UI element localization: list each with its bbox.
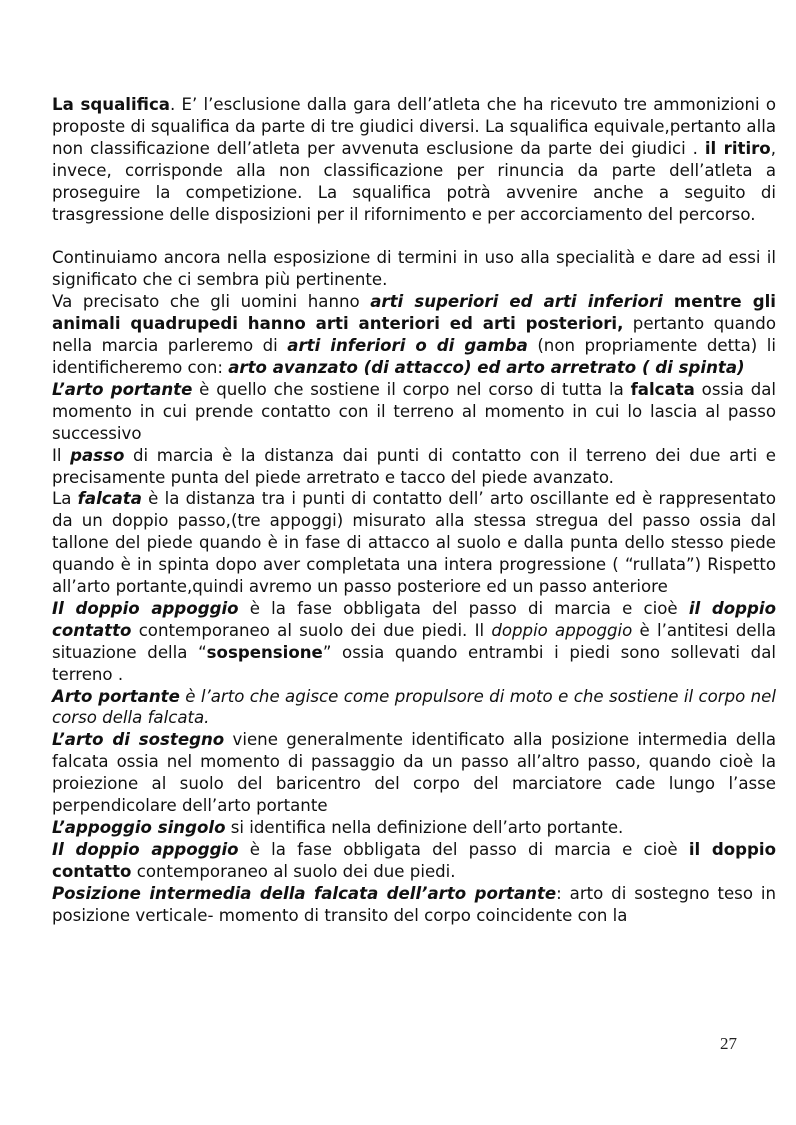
paragraph (52, 445, 776, 489)
paragraph (52, 488, 776, 598)
text-run: Arto portante (52, 686, 180, 706)
text-run: passo (70, 445, 125, 465)
paragraph (52, 291, 776, 379)
paragraph (52, 839, 776, 883)
text-run: contemporaneo al suolo dei due piedi. Il (131, 620, 492, 640)
paragraph (52, 379, 776, 445)
text-run: : arto di sostegno teso in posizione verticale- momento di transito del corpo coincidente con la (52, 883, 776, 925)
text-run: , invece, corrisponde alla non classificazione per rinuncia da parte dell’atleta a proseguire la competizione. La squalifica potrà avvenire anche a seguito di trasgressione delle disposizioni per il rifornimento e per accorciamento del percorso. (52, 138, 776, 224)
text-run: viene generalmente identificato alla posizione intermedia della falcata ossia nel momento di passaggio da un passo all’altro passo, quando cioè la proiezione al suolo del baricentro del corpo del marciatore cade lungo l’asse perpendicolare dell’arto portante (52, 730, 776, 816)
text-run: Continuiamo ancora nella esposizione di termini in uso alla specialità e dare ad essi il significato che ci sembra più pertinente. (52, 248, 776, 290)
text-run: L’appoggio singolo (52, 818, 226, 837)
paragraph (52, 883, 776, 927)
text-run: Il doppio appoggio (52, 598, 239, 618)
text-run: è l’arto che agisce come propulsore di moto e che sostiene il corpo nel corso della falcata. (52, 686, 776, 728)
text-run: il doppio contatto (52, 839, 776, 881)
paragraph (52, 817, 776, 839)
text-run: è la distanza tra i punti di contatto dell’ arto oscillante ed è rappresentato da un doppio passo,(tre appoggi) misurato alla stessa stregua del passo ossia dal tallone del piede quando è in fase di attacco al suolo e dalla punta dello stesso piede quando è in spinta dopo aver completata una intera progressione ( “rullata”) Rispetto all’arto portante,quindi avremo un passo posteriore ed un passo anteriore (52, 489, 776, 597)
text-run: è la fase obbligata del passo di marcia e cioè (238, 839, 689, 859)
text-run: Il (52, 445, 71, 465)
text-run: arti inferiori o di gamba (287, 336, 528, 356)
paragraph (52, 686, 776, 730)
text-run: Va precisato che gli uomini hanno (52, 292, 371, 312)
text-run: mentre gli animali quadrupedi hanno arti anteriori ed arti posteriori, (52, 292, 776, 334)
text-run: L’arto portante (52, 379, 193, 399)
text-run: arti superiori ed arti inferiori (370, 292, 663, 312)
text-run: di marcia è la distanza dai punti di contatto con il terreno dei due arti e precisamente punta del piede arretrato e tacco del piede avanzato. (52, 445, 776, 487)
text-run: è la fase obbligata del passo di marcia e cioè (238, 598, 689, 618)
text-run: arto avanzato (di attacco) ed arto arretrato ( di spinta) (228, 357, 745, 377)
text-run: Posizione intermedia della falcata dell’arto portante (52, 883, 557, 903)
text-run: La (52, 489, 78, 509)
text-run: il doppio contatto (52, 598, 776, 640)
paragraph (52, 598, 776, 686)
text-run: si identifica nella definizione dell’arto portante. (225, 818, 624, 837)
text-run: contemporaneo al suolo dei due piedi. (131, 861, 456, 881)
paragraph (52, 729, 776, 817)
text-run: falcata (77, 489, 142, 509)
text-run: . E’ l’esclusione dalla gara dell’atleta che ha ricevuto tre ammonizioni o proposte di squalifica da parte di tre giudici diversi. La squalifica equivale,pertanto alla non classificazione dell’atleta per avvenuta esclusione da parte dei giudici . (52, 95, 776, 158)
text-run: pertanto quando nella marcia parleremo di (52, 314, 776, 356)
text-run: Il doppio appoggio (52, 839, 239, 859)
paragraph (52, 94, 776, 225)
paragraph-gap (52, 225, 776, 247)
text-run: il ritiro (704, 138, 771, 158)
text-run: ” ossia quando entrambi i piedi sono sollevati dal terreno . (52, 642, 776, 684)
text-run: (non propriamente detta) li identificheremo con: (52, 336, 776, 377)
text-run: doppio appoggio (491, 620, 633, 640)
text-run: L’arto di sostegno (52, 730, 225, 750)
text-run: sospensione (206, 642, 323, 662)
text-run: è quello che sostiene il corpo nel corso di tutta la (192, 379, 631, 399)
text-run: La squalifica (52, 95, 170, 114)
text-run: è l’antitesi della situazione della “ (52, 620, 776, 662)
document-body (52, 94, 776, 927)
page-number: 27 (720, 1034, 737, 1053)
text-run: falcata (630, 379, 695, 399)
paragraph (52, 247, 776, 291)
text-run: ossia dal momento in cui prende contatto con il terreno al momento in cui lo lascia al passo successivo (52, 379, 777, 443)
